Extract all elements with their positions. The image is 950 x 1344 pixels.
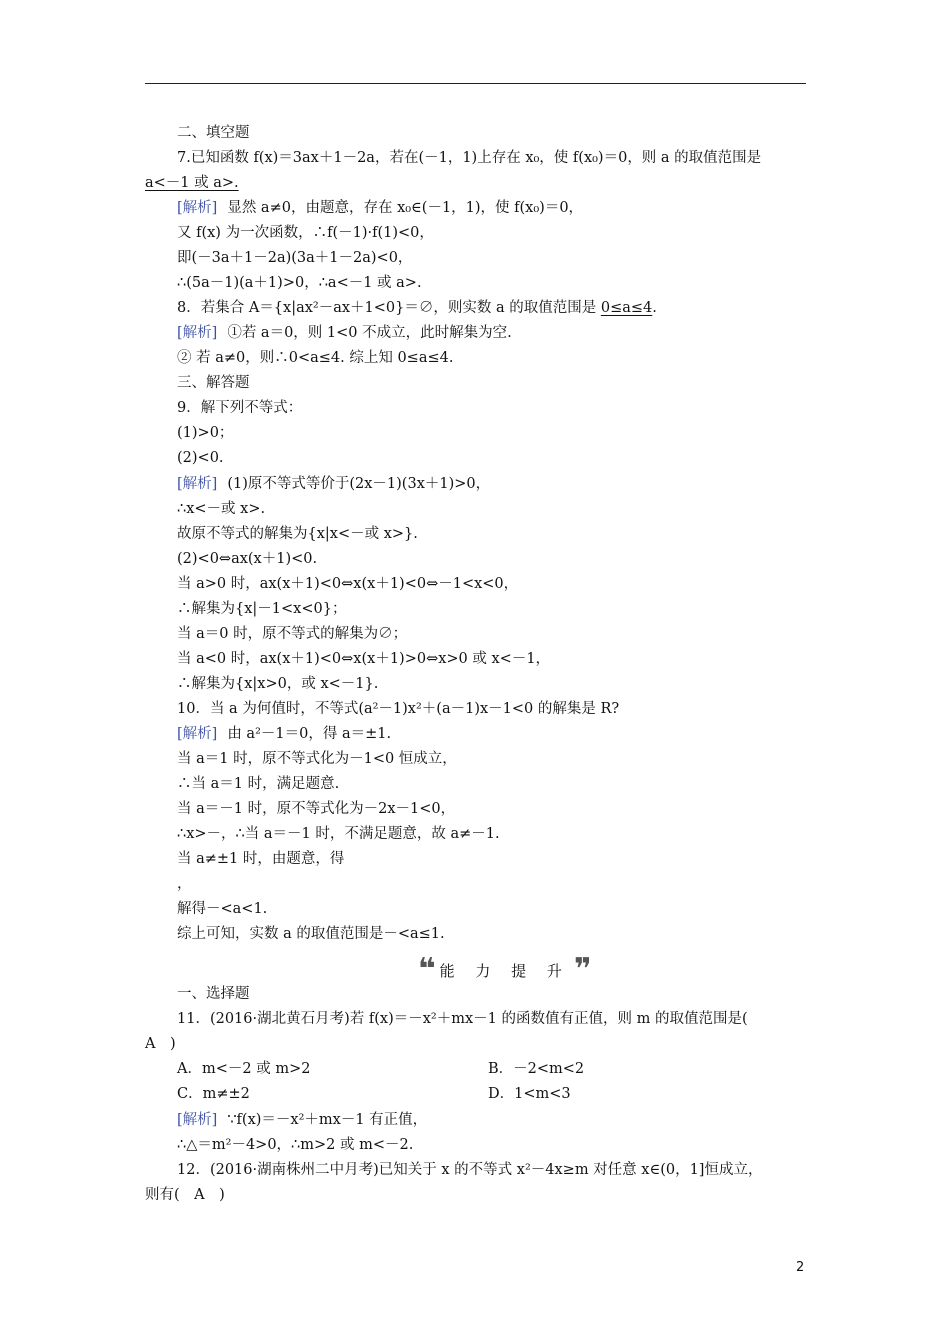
choice-option: B．－2<m<2 bbox=[488, 1061, 585, 1077]
open-quote-icon: ❝ bbox=[418, 952, 436, 987]
text-line bbox=[177, 874, 192, 894]
text-line bbox=[177, 899, 267, 919]
line-text: (2)<0⇔ax(x＋1)<0. bbox=[177, 551, 318, 567]
header-rule bbox=[145, 83, 806, 84]
line-text: ∵f(x)＝－x²＋mx－1 有正值， bbox=[227, 1112, 428, 1128]
answer-blank: 0≤a≤4 bbox=[600, 300, 653, 316]
line-text: 11．(2016·湖北黄石月考)若 f(x)＝－x²＋mx－1 的函数值有正值，则 m 的取值范围是( bbox=[177, 1011, 748, 1027]
line-text: 当 a＝－1 时，原不等式化为－2x－1<0， bbox=[177, 801, 456, 817]
text-line bbox=[177, 1009, 748, 1029]
banner-title: 能 力 提 升 bbox=[439, 961, 570, 980]
line-text: ∴x>－，∴当 a＝－1 时，不满足题意，故 a≠－1. bbox=[177, 826, 500, 842]
text-line bbox=[177, 423, 233, 443]
text-line bbox=[145, 1185, 225, 1205]
choice-option: D．1<m<3 bbox=[488, 1086, 571, 1102]
analysis-tag: [解析] bbox=[177, 325, 218, 341]
line-text: ①若 a＝0，则 1<0 不成立，此时解集为空. bbox=[227, 325, 512, 341]
text-line bbox=[177, 373, 250, 393]
text-line bbox=[177, 198, 583, 218]
line-text: ∴解集为{x|－1<x<0}； bbox=[177, 601, 347, 617]
text-line bbox=[177, 649, 550, 669]
text-line bbox=[177, 448, 224, 468]
text-line bbox=[177, 1135, 413, 1155]
text-line bbox=[145, 1034, 176, 1054]
text-line bbox=[177, 574, 518, 594]
text-line bbox=[177, 699, 619, 719]
line-text: 则有( A ) bbox=[145, 1187, 225, 1203]
analysis-tag: [解析] bbox=[177, 726, 218, 742]
line-text: 12．(2016·湖南株州二中月考)已知关于 x 的不等式 x²－4x≥m 对任意 x∈(0，1]恒成立， bbox=[177, 1162, 763, 1178]
text-line bbox=[177, 398, 302, 418]
line-text: 三、解答题 bbox=[177, 375, 250, 391]
line-text: A．m<－2 或 m>2 bbox=[177, 1061, 311, 1077]
line-text: 由 a²－1＝0，得 a＝±1. bbox=[227, 726, 392, 742]
text-line bbox=[177, 1160, 762, 1180]
text-line bbox=[177, 1110, 427, 1130]
line-text: (1)原不等式等价于(2x－1)(3x＋1)>0， bbox=[227, 476, 491, 492]
line-text: (1)>0； bbox=[177, 425, 234, 441]
text-line bbox=[177, 1084, 571, 1104]
text-line bbox=[177, 724, 391, 744]
section-banner bbox=[418, 952, 592, 987]
line-text: ， bbox=[177, 876, 192, 892]
text-line bbox=[177, 1059, 585, 1079]
line-text: 综上可知，实数 a 的取值范围是－<a≤1. bbox=[177, 926, 445, 942]
text-line bbox=[177, 674, 378, 694]
text-line bbox=[177, 223, 434, 243]
page-number: 2 bbox=[796, 1260, 805, 1275]
text-line bbox=[177, 824, 500, 844]
close-quote-icon: ❞ bbox=[573, 952, 592, 987]
line-text: 二、填空题 bbox=[177, 125, 250, 141]
line-text: 一、选择题 bbox=[177, 986, 250, 1002]
line-text: ∴当 a＝1 时，满足题意. bbox=[177, 776, 340, 792]
line-tail: . bbox=[652, 300, 657, 316]
line-text: 故原不等式的解集为{x|x<－或 x>}. bbox=[177, 526, 418, 542]
line-text: ∴△＝m²－4>0，∴m>2 或 m<－2. bbox=[177, 1137, 414, 1153]
text-line bbox=[177, 984, 250, 1004]
text-line bbox=[177, 774, 339, 794]
line-text: 显然 a≠0，由题意，存在 x₀∈(－1，1)，使 f(x₀)＝0， bbox=[227, 200, 584, 216]
text-line bbox=[177, 323, 512, 343]
line-text: (2)<0. bbox=[177, 450, 224, 466]
text-line bbox=[177, 524, 418, 544]
text-line bbox=[177, 499, 265, 519]
line-text: C．m≠±2 bbox=[177, 1086, 250, 1102]
line-text: ② 若 a≠0，则∴0<a≤4. 综上知 0≤a≤4. bbox=[177, 350, 454, 366]
answer-blank: a<－1 或 a>. bbox=[145, 175, 239, 191]
line-text: 9．解下列不等式： bbox=[177, 400, 303, 416]
line-text: ∴(5a－1)(a＋1)>0，∴a<－1 或 a>. bbox=[177, 275, 422, 291]
text-line bbox=[177, 549, 317, 569]
line-text: 解得－<a<1. bbox=[177, 901, 268, 917]
text-line bbox=[177, 924, 445, 944]
text-line bbox=[177, 273, 422, 293]
text-line bbox=[177, 348, 453, 368]
line-text: 当 a≠±1 时，由题意，得 bbox=[177, 851, 345, 867]
line-text: A ) bbox=[145, 1036, 176, 1052]
line-text: 当 a＝0 时，原不等式的解集为∅； bbox=[177, 626, 408, 642]
line-text: ∴解集为{x|x>0，或 x<－1}. bbox=[177, 676, 379, 692]
line-text: 当 a>0 时，ax(x＋1)<0⇔x(x＋1)<0⇔－1<x<0， bbox=[177, 576, 519, 592]
line-text: 8．若集合 A＝{x|ax²－ax＋1<0}＝∅，则实数 a 的取值范围是 bbox=[177, 300, 601, 316]
text-line bbox=[177, 849, 344, 869]
text-line bbox=[177, 148, 761, 168]
line-text: 当 a<0 时，ax(x＋1)<0⇔x(x＋1)>0⇔x>0 或 x<－1， bbox=[177, 651, 551, 667]
text-line bbox=[177, 248, 412, 268]
text-line bbox=[177, 123, 250, 143]
line-text: 7.已知函数 f(x)＝3ax＋1－2a，若在(－1，1)上存在 x₀，使 f(x₀)＝0，则 a 的取值范围是 bbox=[177, 150, 762, 166]
line-text: 即(－3a＋1－2a)(3a＋1－2a)<0， bbox=[177, 250, 413, 266]
text-line bbox=[177, 624, 407, 644]
text-line bbox=[177, 599, 346, 619]
analysis-tag: [解析] bbox=[177, 476, 218, 492]
analysis-tag: [解析] bbox=[177, 1112, 218, 1128]
text-line bbox=[177, 298, 657, 318]
text-line bbox=[145, 173, 239, 193]
text-line bbox=[177, 799, 455, 819]
text-line bbox=[177, 749, 457, 769]
line-text: 10．当 a 为何值时，不等式(a²－1)x²＋(a－1)x－1<0 的解集是 R? bbox=[177, 701, 620, 717]
line-text: 又 f(x) 为一次函数，∴f(－1)·f(1)<0， bbox=[177, 225, 434, 241]
line-text: 当 a＝1 时，原不等式化为－1<0 恒成立， bbox=[177, 751, 457, 767]
line-text: ∴x<－或 x>. bbox=[177, 501, 266, 517]
analysis-tag: [解析] bbox=[177, 200, 218, 216]
text-line bbox=[177, 474, 490, 494]
